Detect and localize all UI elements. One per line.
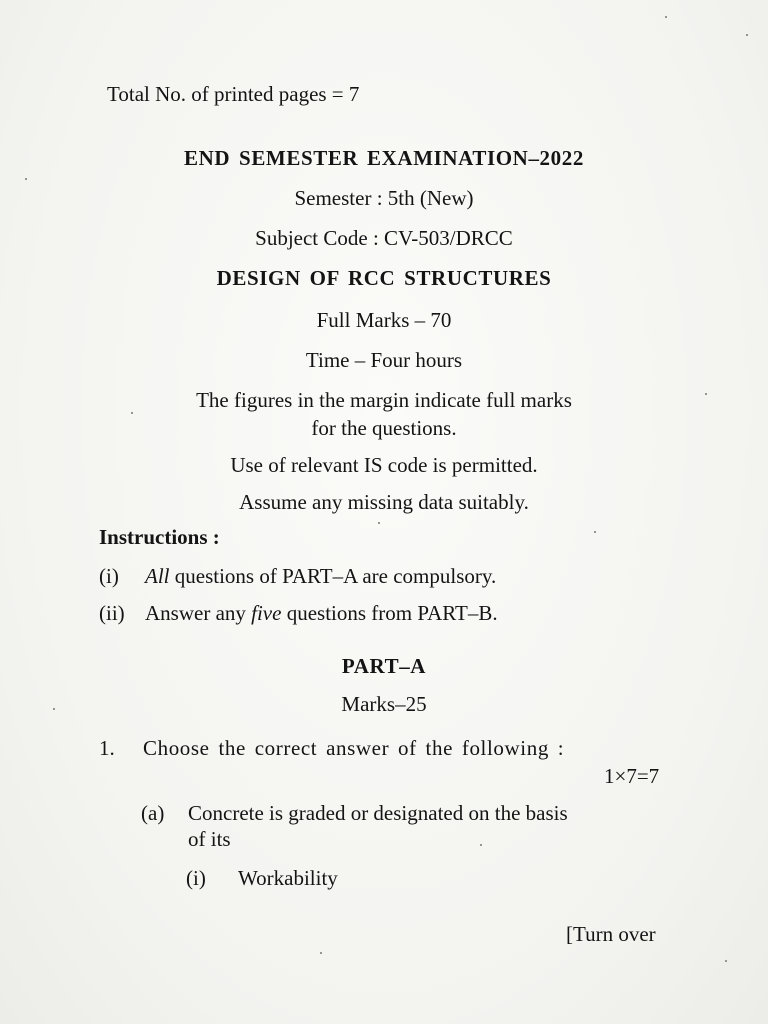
scan-speck — [705, 393, 707, 395]
scan-speck — [320, 952, 322, 954]
question-1-number: 1. — [99, 736, 115, 760]
instruction-text-pre: Answer any — [145, 601, 252, 625]
instructions-heading: Instructions : — [99, 525, 220, 549]
printed-pages-note: Total No. of printed pages = 7 — [107, 82, 360, 106]
instruction-number: (ii) — [99, 601, 125, 625]
option-i-label: (i) — [186, 866, 206, 890]
instruction-emphasis: five — [251, 601, 282, 625]
part-a-marks: Marks–25 — [341, 692, 427, 716]
instruction-number: (i) — [99, 564, 119, 588]
margin-note-line2: for the questions. — [311, 416, 457, 440]
question-1a-label: (a) — [141, 801, 165, 825]
margin-note-line1: The figures in the margin indicate full marks — [196, 388, 572, 412]
scan-speck — [725, 960, 727, 962]
instruction-text: questions of PART–A are compulsory. — [169, 564, 497, 588]
instruction-item-2 — [99, 601, 498, 626]
turn-over-note: [Turn over — [566, 922, 656, 946]
instruction-item-1 — [99, 564, 496, 589]
scan-speck — [480, 844, 482, 846]
subject-title: DESIGN OF RCC STRUCTURES — [216, 266, 552, 290]
scan-speck — [378, 522, 380, 524]
time-line: Time – Four hours — [305, 348, 463, 372]
subject-code-line: Subject Code : CV-503/DRCC — [255, 226, 513, 250]
instruction-text: questions from PART–B. — [281, 601, 498, 625]
scan-speck — [665, 16, 667, 18]
semester-line: Semester : 5th (New) — [294, 186, 474, 210]
is-code-note: Use of relevant IS code is permitted. — [230, 453, 538, 477]
question-1-marks: 1×7=7 — [604, 764, 660, 788]
scan-speck — [53, 708, 55, 710]
full-marks-line: Full Marks – 70 — [316, 308, 452, 332]
exam-title: END SEMESTER EXAMINATION–2022 — [184, 146, 584, 170]
question-1-text: Choose the correct answer of the following : — [143, 736, 565, 760]
scan-speck — [25, 178, 27, 180]
instruction-emphasis: All — [145, 564, 170, 588]
option-i-text: Workability — [238, 866, 338, 890]
scan-speck — [746, 34, 748, 36]
assume-data-note: Assume any missing data suitably. — [239, 490, 529, 514]
scan-speck — [594, 531, 596, 533]
question-1a-line2: of its — [188, 827, 231, 851]
question-1a-line1: Concrete is graded or designated on the basis — [188, 801, 568, 825]
part-a-title: PART–A — [341, 654, 427, 678]
scan-speck — [131, 412, 133, 414]
